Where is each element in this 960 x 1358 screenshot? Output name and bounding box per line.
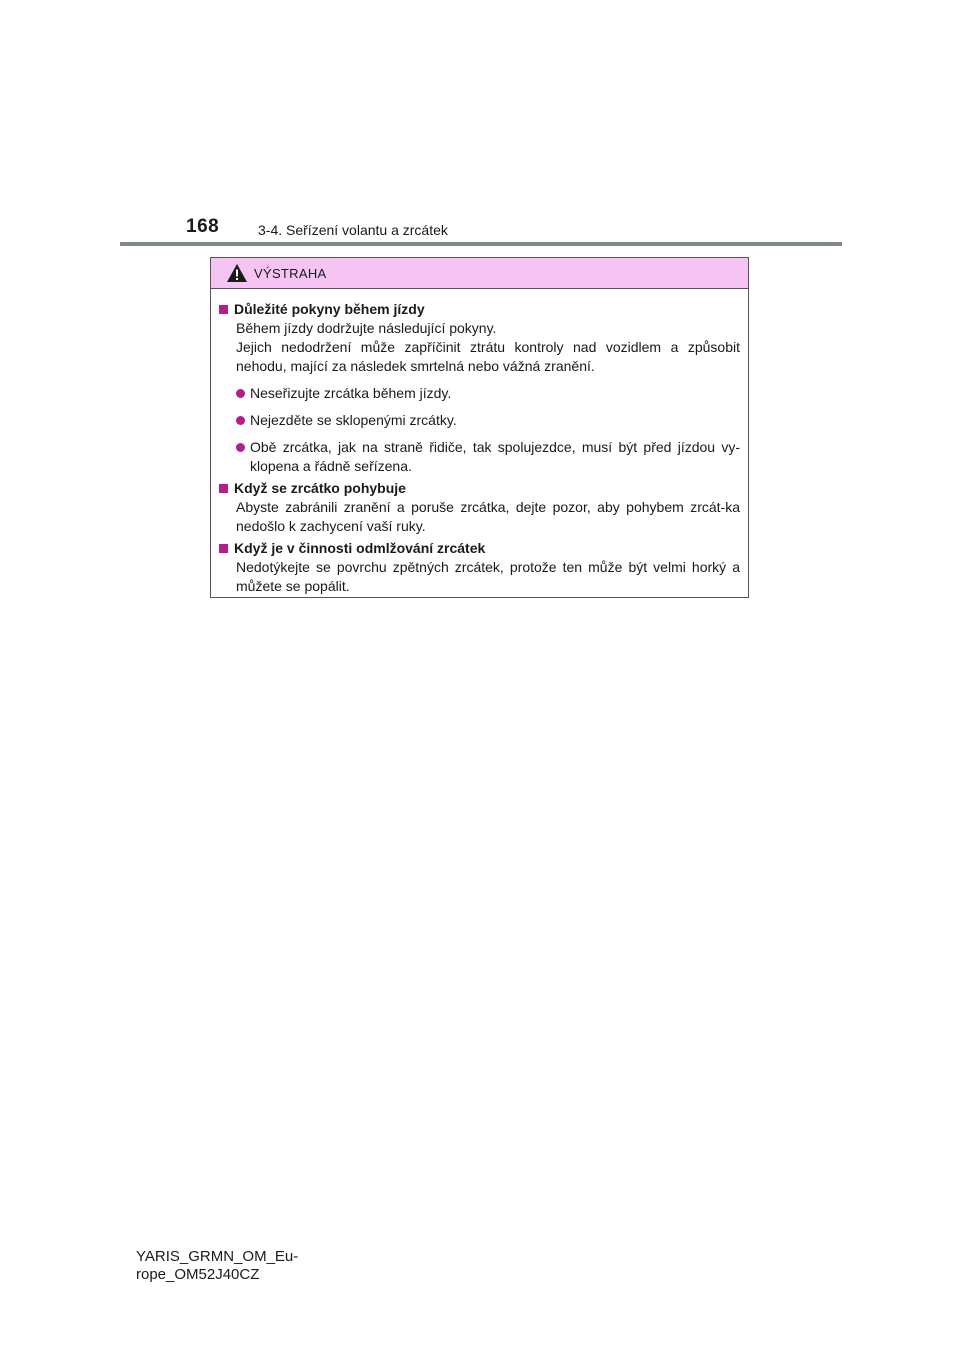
paragraph: Během jízdy dodržujte následující pokyny. xyxy=(236,320,497,336)
warning-header xyxy=(211,258,748,289)
warning-box xyxy=(210,257,749,598)
section-heading-text: Když se zrcátko pohybuje xyxy=(234,480,406,496)
paragraph: Abyste zabránili zranění a poruše zrcátka, dejte pozor, aby pohybem zrcát-ka nedošlo k zachycení vaší ruky. xyxy=(236,499,740,534)
list-item xyxy=(219,411,740,430)
square-bullet-icon xyxy=(219,544,228,553)
paragraph: Jejich nedodržení může zapříčinit ztrátu kontroly nad vozidlem a způsobit nehodu, mající za následek smrtelná nebo vážná zranění. xyxy=(236,339,740,374)
list-item-text: Neseřizujte zrcátka během jízdy. xyxy=(250,385,452,401)
round-bullet-icon xyxy=(236,389,245,398)
footer-line: YARIS_GRMN_OM_Eu- xyxy=(136,1248,299,1265)
page-number: 168 xyxy=(186,216,220,237)
warning-body xyxy=(211,289,748,596)
round-bullet-icon xyxy=(236,443,245,452)
section-heading-text: Když je v činnosti odmlžování zrcátek xyxy=(234,540,486,556)
section-heading xyxy=(219,479,740,498)
list-item xyxy=(219,384,740,403)
warning-label: VÝSTRAHA xyxy=(254,265,327,281)
list-item-text: Nejezděte se sklopenými zrcátky. xyxy=(250,412,457,428)
document-footer xyxy=(136,1248,298,1284)
section-heading xyxy=(219,300,740,319)
square-bullet-icon xyxy=(219,484,228,493)
section-title: 3-4. Seřízení volantu a zrcátek xyxy=(258,222,448,238)
paragraph: Nedotýkejte se povrchu zpětných zrcátek, protože ten může být velmi horký a můžete se popálit. xyxy=(236,559,740,594)
list-item-text: Obě zrcátka, jak na straně řidiče, tak spolujezdce, musí být před jízdou vy-klopena a řádně seřízena. xyxy=(250,439,740,474)
square-bullet-icon xyxy=(219,305,228,314)
round-bullet-icon xyxy=(236,416,245,425)
list-item xyxy=(219,438,740,476)
header-divider xyxy=(120,242,842,246)
section-heading xyxy=(219,539,740,558)
section-heading-text: Důležité pokyny během jízdy xyxy=(234,301,425,317)
page-header xyxy=(0,0,960,250)
warning-triangle-icon xyxy=(226,263,248,283)
footer-line: rope_OM52J40CZ xyxy=(136,1266,260,1283)
